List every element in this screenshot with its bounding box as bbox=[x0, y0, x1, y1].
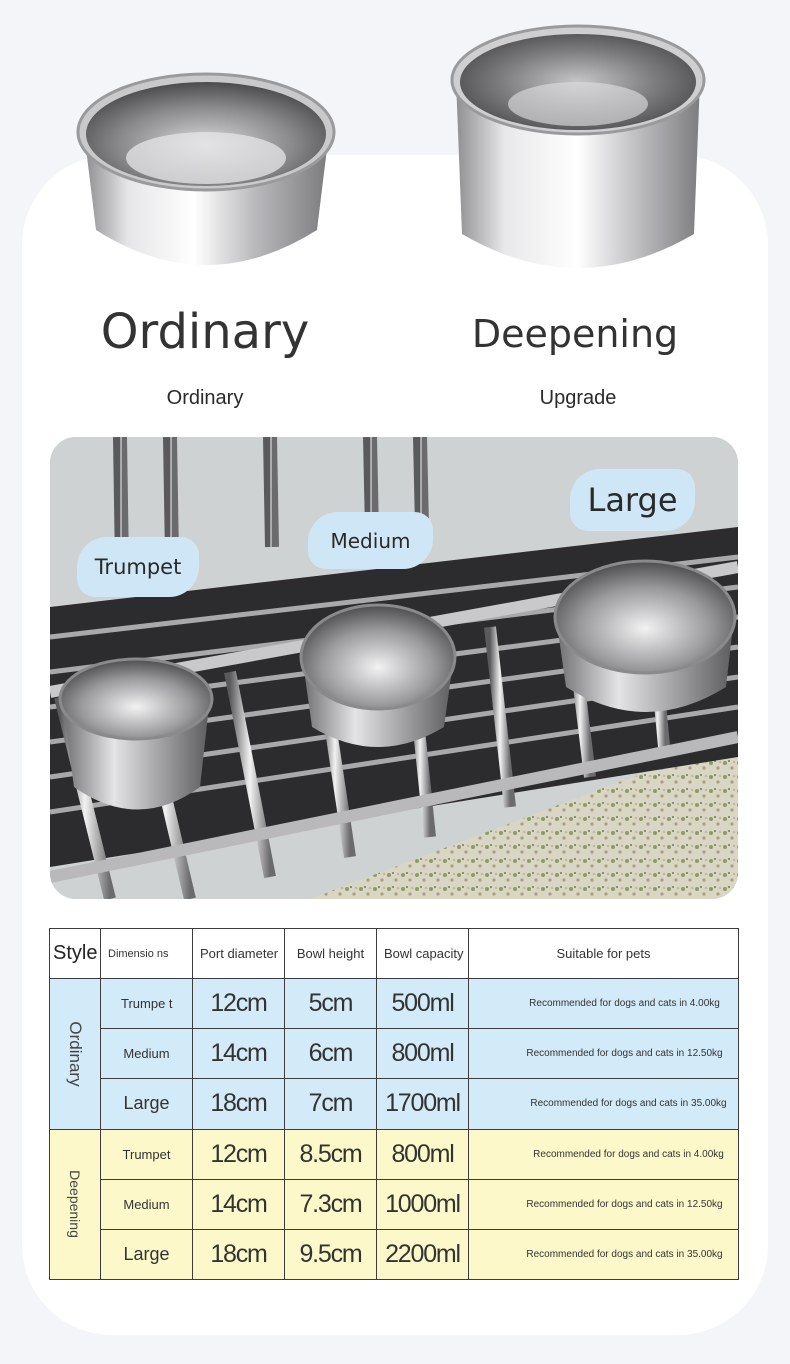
diameter-cell: 14cm bbox=[193, 1029, 285, 1079]
table-header-row bbox=[50, 929, 739, 979]
large-label: Large bbox=[570, 469, 695, 531]
diameter-cell: 18cm bbox=[193, 1079, 285, 1129]
height-cell: 7cm bbox=[285, 1079, 377, 1129]
capacity-cell: 1700ml bbox=[377, 1079, 469, 1129]
table-row bbox=[50, 1029, 739, 1079]
height-cell: 9.5cm bbox=[285, 1229, 377, 1279]
table-row bbox=[50, 1179, 739, 1229]
diameter-cell: 12cm bbox=[193, 979, 285, 1029]
spec-table bbox=[49, 928, 739, 1280]
deepening-title: Deepening bbox=[471, 312, 679, 356]
header-bowl-height: Bowl height bbox=[285, 929, 377, 979]
table-row bbox=[50, 1229, 739, 1279]
height-cell: 7.3cm bbox=[285, 1179, 377, 1229]
size-cell: Trumpet bbox=[101, 1129, 193, 1179]
ordinary-bowl-image bbox=[74, 70, 339, 280]
table-row bbox=[50, 1129, 739, 1179]
note-cell: Recommended for dogs and cats in 12.50kg bbox=[469, 1029, 739, 1079]
height-cell: 5cm bbox=[285, 979, 377, 1029]
height-cell: 6cm bbox=[285, 1029, 377, 1079]
header-port-diameter: Port diameter bbox=[193, 929, 285, 979]
deepening-bowl-image bbox=[448, 24, 708, 280]
capacity-cell: 800ml bbox=[377, 1129, 469, 1179]
note-cell: Recommended for dogs and cats in 12.50kg bbox=[469, 1179, 739, 1229]
size-cell: Large bbox=[101, 1229, 193, 1279]
diameter-cell: 14cm bbox=[193, 1179, 285, 1229]
group-deepening: Deepening bbox=[50, 1129, 101, 1279]
capacity-cell: 500ml bbox=[377, 979, 469, 1029]
height-cell: 8.5cm bbox=[285, 1129, 377, 1179]
table-row bbox=[50, 979, 739, 1029]
diameter-cell: 18cm bbox=[193, 1229, 285, 1279]
note-cell: Recommended for dogs and cats in 4.00kg bbox=[469, 979, 739, 1029]
size-cell: Medium bbox=[101, 1179, 193, 1229]
note-cell: Recommended for dogs and cats in 4.00kg bbox=[469, 1129, 739, 1179]
ordinary-title: Ordinary bbox=[100, 304, 310, 360]
header-dimensions: Dimensio ns bbox=[101, 929, 193, 979]
medium-label: Medium bbox=[308, 512, 433, 569]
header-style: Style bbox=[50, 929, 101, 979]
size-cell: Medium bbox=[101, 1029, 193, 1079]
size-cell: Trumpe t bbox=[101, 979, 193, 1029]
size-cell: Large bbox=[101, 1079, 193, 1129]
table-row bbox=[50, 1079, 739, 1129]
capacity-cell: 2200ml bbox=[377, 1229, 469, 1279]
cage-photo bbox=[50, 437, 738, 899]
note-cell: Recommended for dogs and cats in 35.00kg bbox=[469, 1229, 739, 1279]
note-cell: Recommended for dogs and cats in 35.00kg bbox=[469, 1079, 739, 1129]
capacity-cell: 800ml bbox=[377, 1029, 469, 1079]
ordinary-subtitle: Ordinary bbox=[166, 387, 244, 409]
group-ordinary: Ordinary bbox=[50, 979, 101, 1129]
trumpet-label: Trumpet bbox=[77, 537, 199, 597]
header-bowl-capacity: Bowl capacity bbox=[377, 929, 469, 979]
diameter-cell: 12cm bbox=[193, 1129, 285, 1179]
capacity-cell: 1000ml bbox=[377, 1179, 469, 1229]
header-suitable-for-pets: Suitable for pets bbox=[469, 929, 739, 979]
deepening-subtitle: Upgrade bbox=[539, 387, 617, 409]
